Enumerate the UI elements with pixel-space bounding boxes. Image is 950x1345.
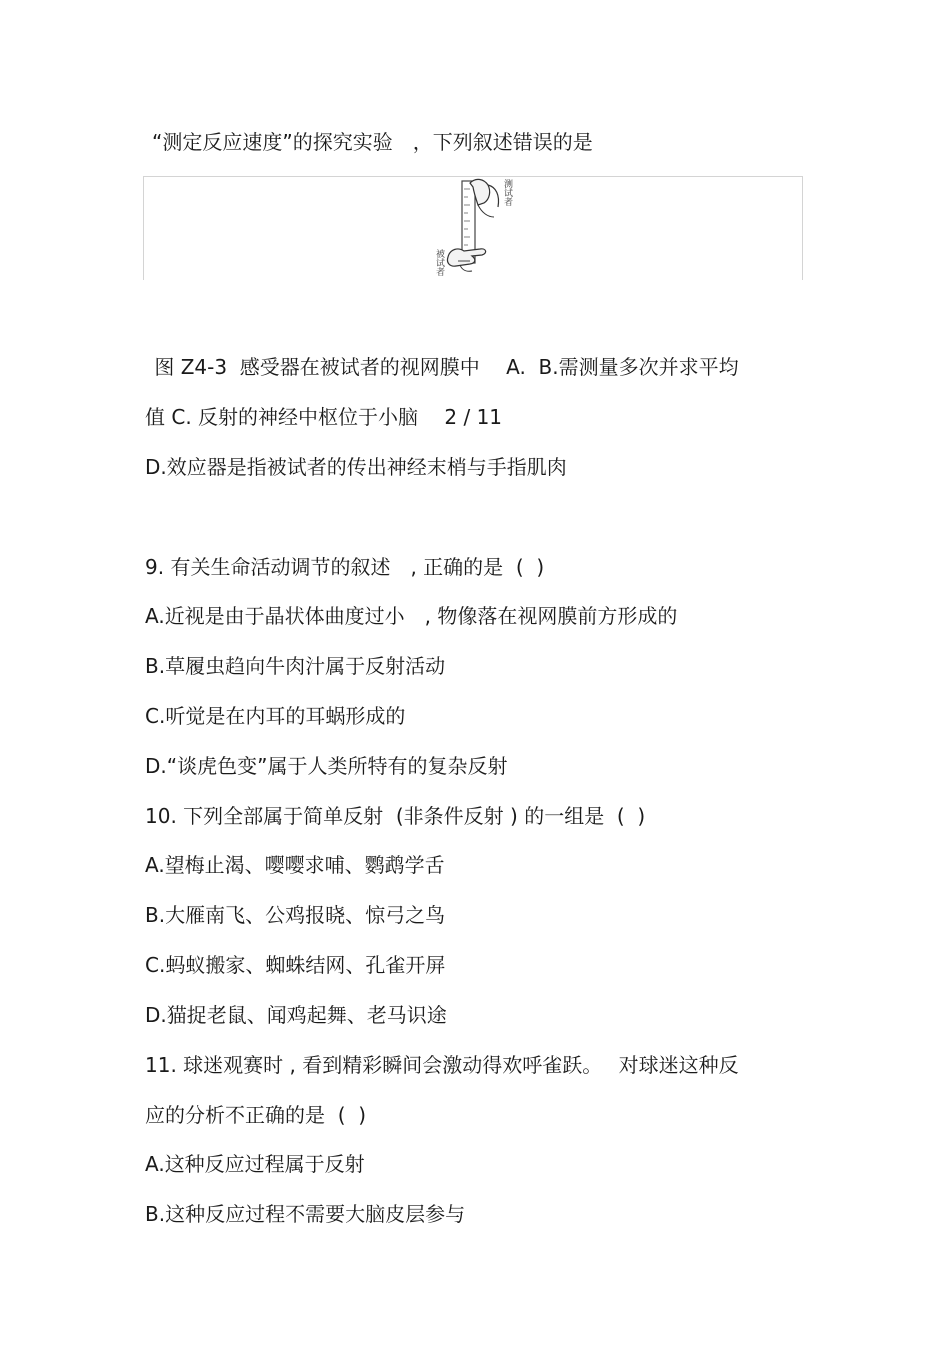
question-9-option-a: A.近视是由于晶状体曲度过小 , 物像落在视网膜前方形成的 — [145, 604, 678, 628]
question-10-option-b: B.大雁南飞、公鸡报晓、惊弓之鸟 — [145, 903, 446, 927]
question-11-stem-line-1: 11. 球迷观赛时 , 看到精彩瞬间会激动得欢呼雀跃。 对球迷这种反 — [145, 1053, 739, 1077]
option-c-line: 值 C. 反射的神经中枢位于小脑 2 / 11 — [145, 405, 503, 429]
ruler-drop-illustration — [144, 177, 804, 281]
figure-frame — [143, 176, 803, 280]
question-11-option-a: A.这种反应过程属于反射 — [145, 1152, 365, 1176]
intro-question-text: “测定反应速度”的探究实验 ，下列叙述错误的是 — [152, 130, 593, 154]
question-10-option-a: A.望梅止渴、嘤嘤求哺、鹦鹉学舌 — [145, 853, 445, 877]
question-11-option-b: B.这种反应过程不需要大脑皮层参与 — [145, 1202, 466, 1226]
question-9-option-b: B.草履虫趋向牛肉汁属于反射活动 — [145, 654, 446, 678]
question-9-option-c: C.听觉是在内耳的耳蜗形成的 — [145, 704, 406, 728]
question-10-stem: 10. 下列全部属于简单反射 (非条件反射 ) 的一组是 ( ) — [145, 804, 646, 828]
tester-label: 测试者 — [502, 179, 512, 206]
question-9-stem: 9. 有关生命活动调节的叙述 , 正确的是 ( ) — [145, 555, 545, 579]
question-10-option-c: C.蚂蚁搬家、蜘蛛结网、孔雀开屏 — [145, 953, 446, 977]
subject-label: 被试者 — [434, 249, 444, 276]
question-9-option-d: D.“谈虎色变”属于人类所特有的复杂反射 — [145, 754, 508, 778]
question-11-stem-line-2: 应的分析不正确的是 ( ) — [145, 1103, 367, 1127]
option-d-line: D.效应器是指被试者的传出神经末梢与手指肌肉 — [145, 455, 567, 479]
figure-caption-and-options: 图 Z4-3 感受器在被试者的视网膜中 A. B.需测量多次并求平均 — [148, 355, 739, 379]
question-10-option-d: D.猫捉老鼠、闻鸡起舞、老马识途 — [145, 1003, 447, 1027]
